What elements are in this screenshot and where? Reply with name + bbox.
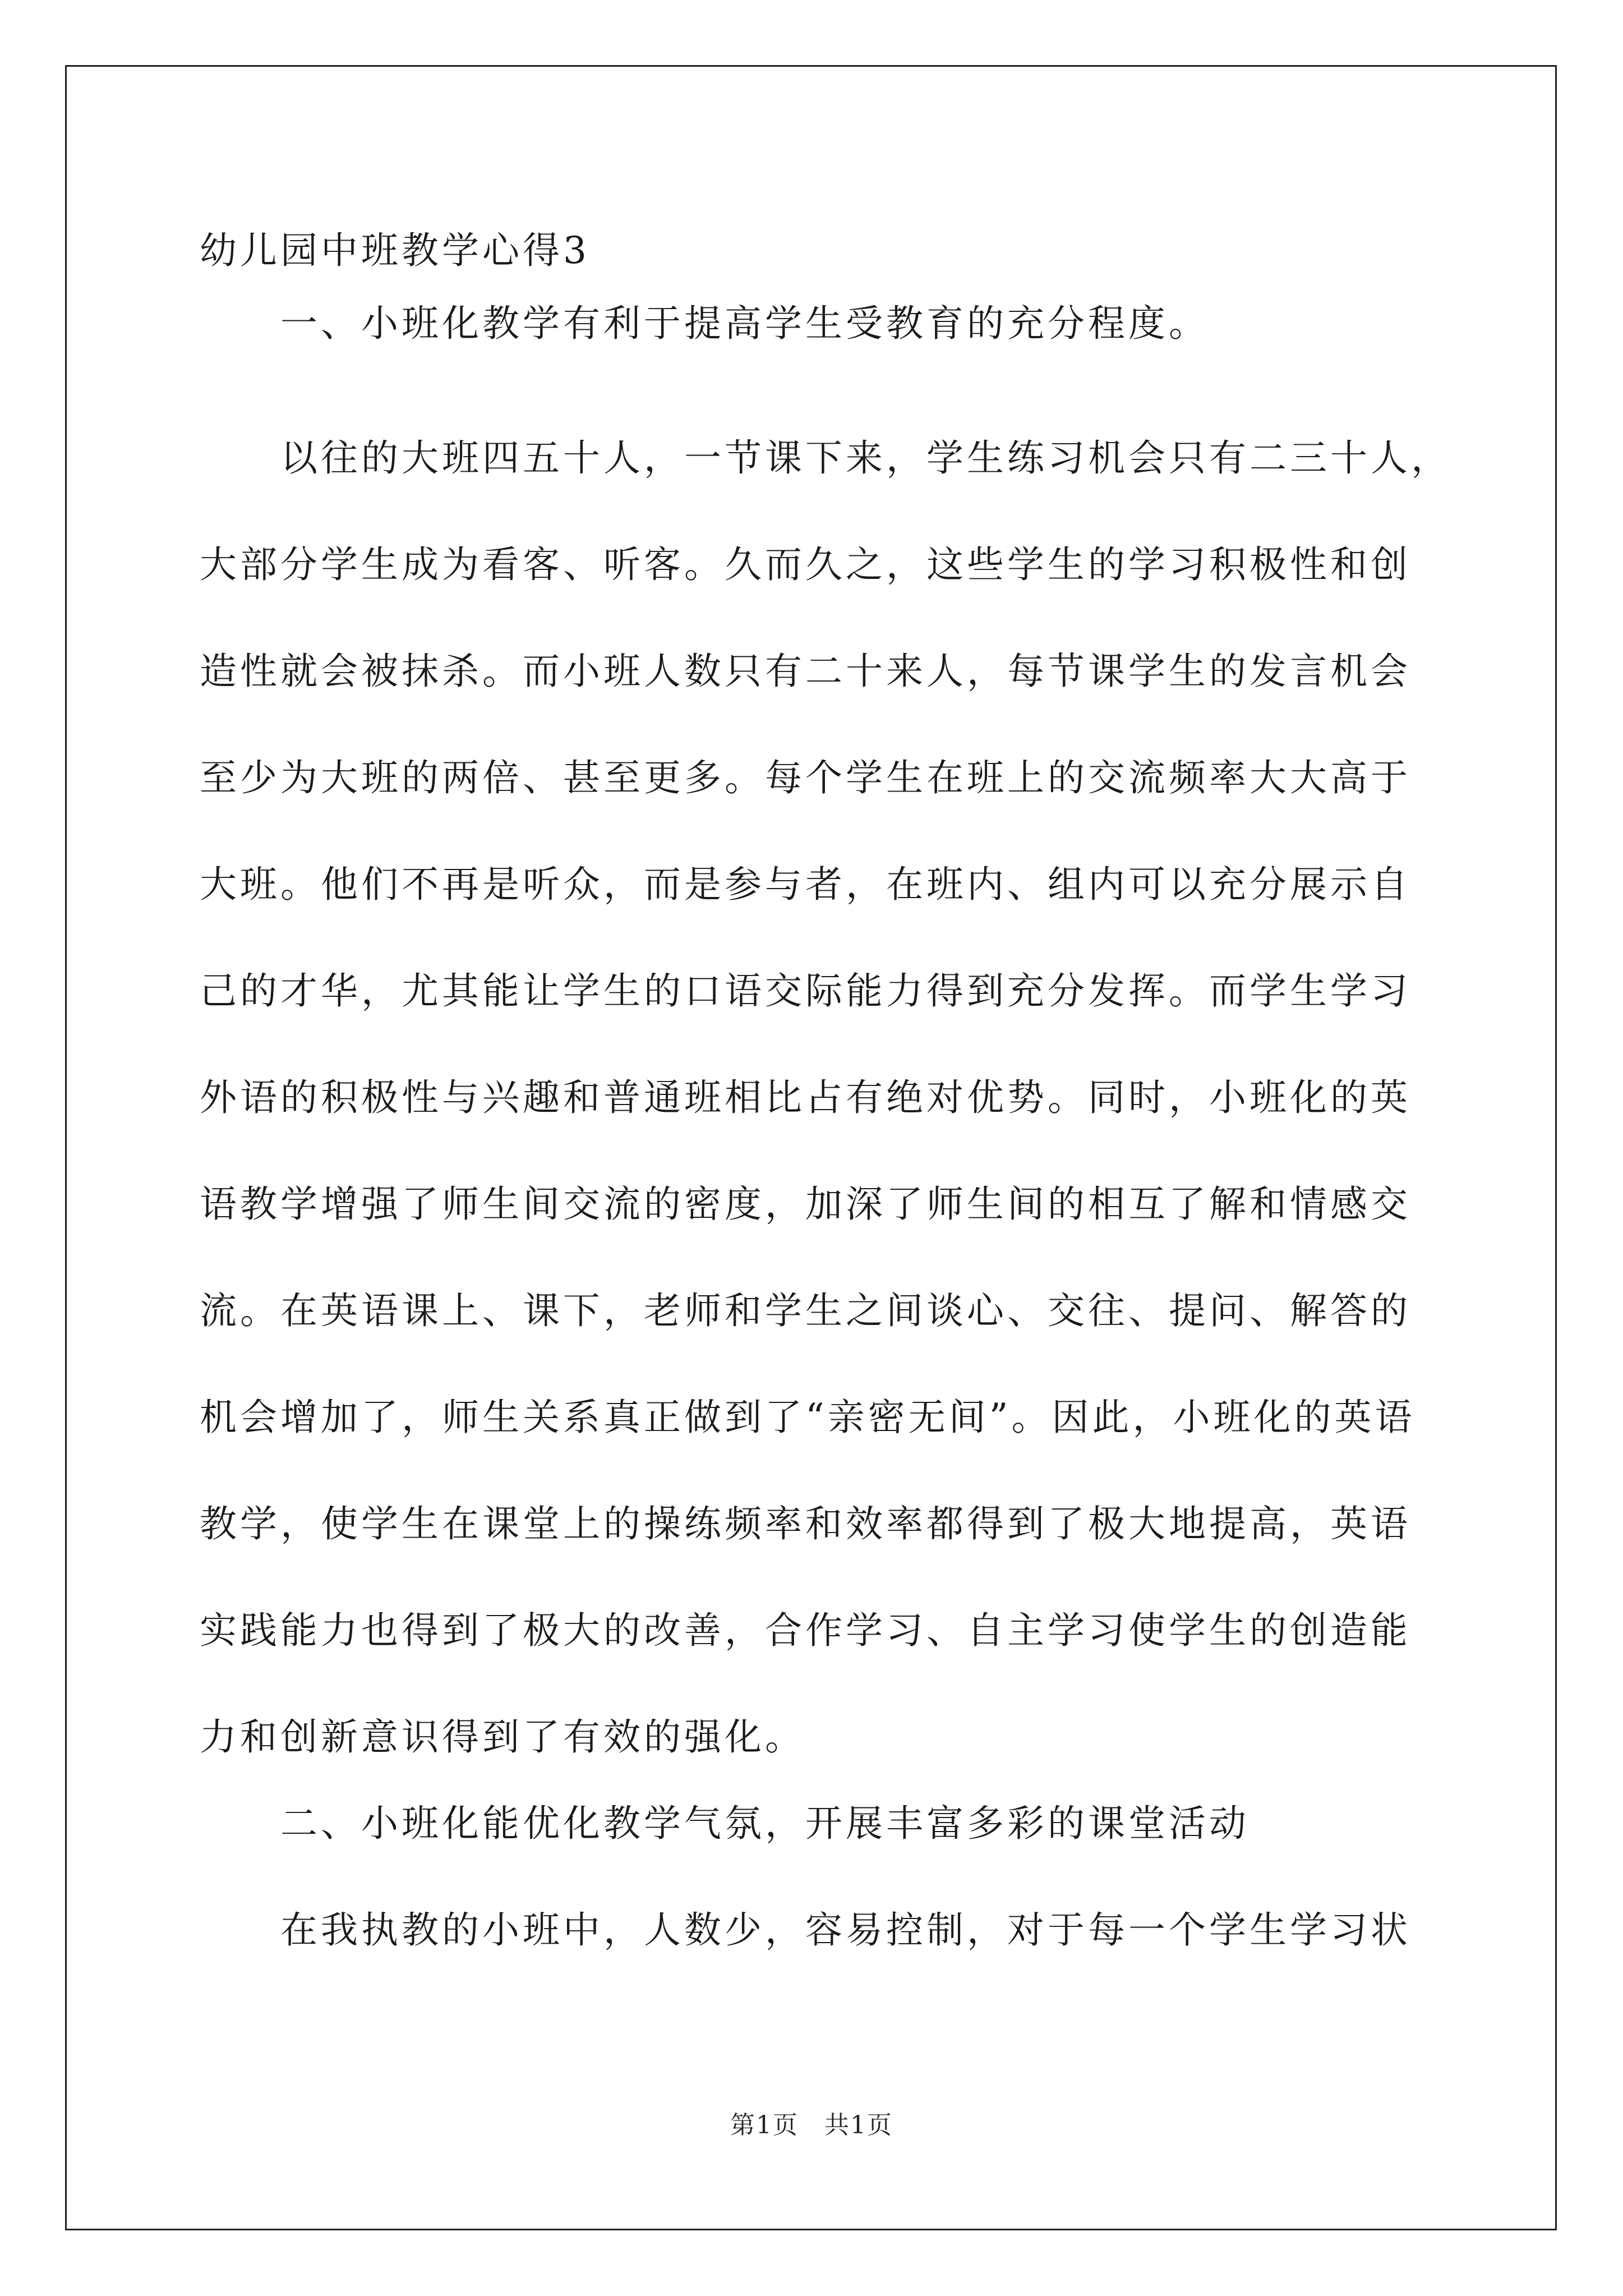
section-heading-2: 二、小班化能优化教学气氛，开展丰富多彩的课堂活动 [280, 1802, 1249, 1845]
document-title: 幼儿园中班教学心得3 [200, 229, 590, 272]
paragraph-line: 流。在英语课上、课下，老师和学生之间谈心、交往、提问、解答的 [200, 1289, 1411, 1332]
paragraph-line: 大班。他们不再是听众，而是参与者，在班内、组内可以充分展示自 [200, 863, 1411, 906]
paragraph-line: 教学，使学生在课堂上的操练频率和效率都得到了极大地提高，英语 [200, 1502, 1411, 1545]
paragraph-1 [200, 405, 1450, 1791]
paragraph-line: 以往的大班四五十人，一节课下来，学生练习机会只有二三十人， [280, 436, 1451, 480]
paragraph-line: 语教学增强了师生间交流的密度，加深了师生间的相互了解和情感交 [200, 1182, 1411, 1226]
paragraph-line: 力和创新意识得到了有效的强化。 [200, 1715, 805, 1759]
section-heading-1: 一、小班化教学有利于提高学生受教育的充分程度。 [280, 302, 1209, 345]
paragraph-line: 大部分学生成为看客、听客。久而久之，这些学生的学习积极性和创 [200, 543, 1411, 586]
paragraph-2: 在我执教的小班中，人数少，容易控制，对于每一个学生学习状 [280, 1908, 1411, 1952]
page-number-footer: 第1页 共1页 [730, 2111, 893, 2139]
paragraph-line: 造性就会被抹杀。而小班人数只有二十来人，每节课学生的发言机会 [200, 650, 1411, 693]
paragraph-line: 至少为大班的两倍、甚至更多。每个学生在班上的交流频率大大高于 [200, 756, 1411, 799]
paragraph-line: 机会增加了，师生关系真正做到了“亲密无间”。因此，小班化的英语 [200, 1396, 1415, 1439]
paragraph-line: 己的才华，尤其能让学生的口语交际能力得到充分发挥。而学生学习 [200, 969, 1411, 1013]
paragraph-line: 实践能力也得到了极大的改善，合作学习、自主学习使学生的创造能 [200, 1609, 1411, 1652]
paragraph-line: 外语的积极性与兴趣和普通班相比占有绝对优势。同时，小班化的英 [200, 1076, 1411, 1119]
